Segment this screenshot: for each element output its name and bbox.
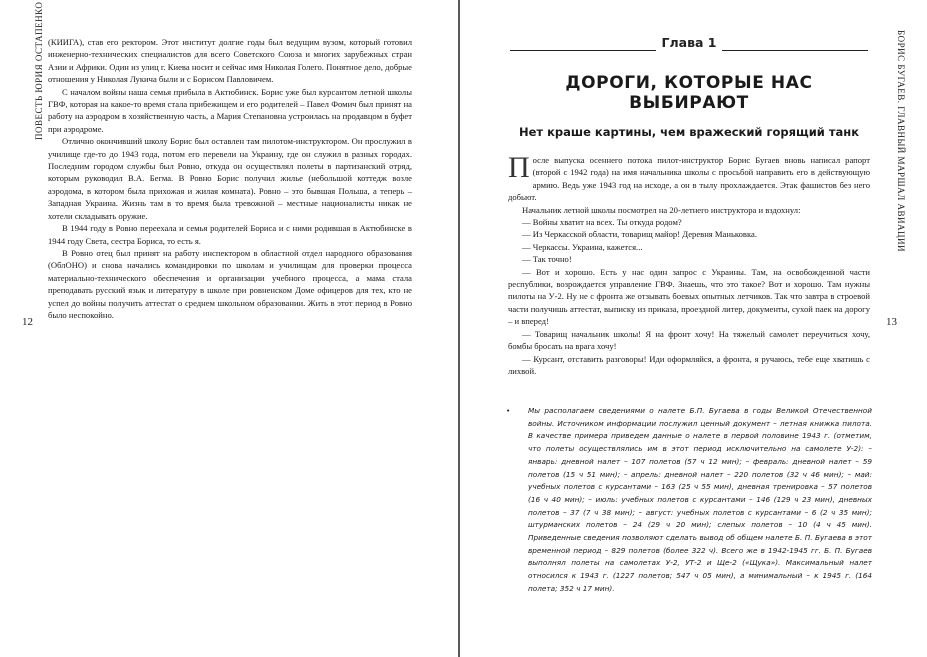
right-running-title: БОРИС БУГАЕВ. ГЛАВНЫЙ МАРШАЛ АВИАЦИИ xyxy=(896,30,906,252)
paragraph: В Ровно отец был принят на работу инспектором в областной отдел народного образования (ОблОНО) и снова начались командировки по школам и училищам для проверки процесса материально-технического обеспечения и организации учебного процесса, а мама стала преподавать русский язык и литературу в школе при ровненском Доме офицеров для тех, кто не успел до войны получить аттестат о среднем школьном образовании. Жить в этот период в Ровно было неспокойно. xyxy=(48,247,412,320)
chapter-heading xyxy=(510,33,868,55)
dialogue-line: — Товарищ начальник школы! Я на фронт хочу! На тяжелый самолет переучиться хочу, бомбы бросать на врага хочу! xyxy=(508,328,870,352)
first-paragraph-text: осле выпуска осеннего потока пилот-инструктор Борис Бугаев вновь написал рапорт (второй с 1942 года) на имя начальника школы с просьбой направить его в действующую армию. Ведь уже 1943 год на исходе, а он в тылу прохлаждается. Этак фашистов без него добьют. xyxy=(508,155,870,203)
chapter-label: Глава 1 xyxy=(661,35,717,50)
chapter-rule-left xyxy=(510,50,656,51)
dialogue-line: — Курсант, отставить разговоры! Иди оформляйся, а фронта, я ручаюсь, тебе еще хватишь с лихвой. xyxy=(508,353,870,376)
footnote-text: Мы располагаем сведениями о налете Б.П. Бугаева в годы Великой Отечественной войны. Источником информации послужил ценный документ – летная книжка пилота. В качестве примера приведем данные о налете в первой половине 1943 г. (отметим, что полеты осуществлялись им в этот период исключительно на самолете У-2): – январь: дневной налет – 107 полетов (57 ч 12 мин); – февраль: дневной налет – 59 полетов (15 ч 51 мин); – апрель: дневной налет – 220 полетов (32 ч 46 мин); – май: учебных полетов с курсантами – 163 (25 ч 55 мин), дневная тренировка – 57 полетов (16 ч 40 мин); – июль: учебных полетов с курсантами – 146 (129 ч 23 мин), дневных полетов – 37 (7 ч 38 мин); – август: учебных полетов с курсантами – 6 (2 ч 35 мин); штурманских полетов – 24 (29 ч 20 мин); слепых полетов – 10 (4 ч 45 мин). Приведенные сведения позволяют сделать вывод об общем налете Б. П. Бугаева в этот временной период – 829 полетов (более 322 ч). Всего же в 1942-1945 гг. Б. П. Бугаев выполнял полеты на самолетах У-2, УТ-2 и Ще-2 («Щука»). Максимальный налет относился к 1943 г. (1227 полетов; 547 ч 05 мин), а минимальный – к 1945 г. (164 полета; 352 ч 17 мин). xyxy=(528,406,872,593)
chapter-title: ДОРОГИ, КОТОРЫЕ НАС ВЫБИРАЮТ xyxy=(565,73,813,113)
first-paragraph xyxy=(508,151,870,204)
dialogue-line: — Войны хватит на всех. Ты откуда родом? xyxy=(522,217,682,228)
paragraph: В 1944 году в Ровно переехала и семья родителей Бориса и с ними родившая в Актюбинске в 1944 году Света, сестра Бориса, то есть я. xyxy=(48,223,412,246)
drop-cap: П xyxy=(508,151,530,184)
dialogue-line: — Вот и хорошо. Есть у нас один запрос с Украины. Там, на освобожденной части республики, возрождается управление ГВФ. Знаешь, что это такое? Вот и хорошо. Там нужны пилоты на У-2. Ну не с фронта же отзывать боевых опытных летчиков. Так что завтра в строевой части получишь аттестат, выписку из приказа, проездной литер, документы, сухой паек на дорогу – и вперед! xyxy=(508,266,870,327)
section-subtitle: Нет краше картины, чем вражеский горящий танк xyxy=(518,125,860,139)
left-running-title: ПОВЕСТЬ ЮРИЯ ОСТАПЕНКО xyxy=(34,1,44,140)
dialogue-line: — Черкассы. Украина, кажется... xyxy=(522,241,643,252)
left-page xyxy=(0,0,458,657)
chapter-rule-right xyxy=(722,50,868,51)
paragraph: Начальник летной школы посмотрел на 20-летнего инструктора и вздохнул: xyxy=(522,204,801,215)
footnote-bullet: • xyxy=(506,406,511,415)
paragraph: Отлично окончивший школу Борис был оставлен там пилотом-инструктором. Он прослужил в училище где-то до 1943 года, потом его перевели на Украину, где он служил в разных городах. Последним городом службы был Ровно, откуда он осуществлял полеты в партизанский отряд, которым руководил В.А. Бегма. В Ровно Борис получил жилье (небольшой коттедж возле аэродома, в котором была прихожая и жилая комната). Ровно – это бывшая Польша, а теперь – Западная Украина. Жизнь там в то время была тревожной – местные националисты никак не хотели складывать оружие. xyxy=(48,136,412,221)
right-page-number: 13 xyxy=(886,316,897,328)
footnote xyxy=(506,405,872,596)
dialogue-line: — Из Черкасской области, товарищ майор! Деревня Маньковка. xyxy=(522,229,757,240)
left-page-body xyxy=(48,36,412,321)
dialogue-line: — Так точно! xyxy=(522,254,572,265)
paragraph: (КИИГА), став его ректором. Этот институт долгие годы был ведущим вузом, который готовил инженерно-технических специалистов для всего Советского Союза и многих зарубежных стран Азии и Африки. Один из улиц г. Киева носит и сейчас имя Николая Голего. Понятное дело, добрые отношения у Николая Лукича были и с Борисом Павловичем. xyxy=(48,37,412,85)
left-page-number: 12 xyxy=(22,316,33,328)
right-page-body xyxy=(508,151,870,377)
paragraph: С началом войны наша семья прибыла в Актюбинск. Борис уже был курсантом летной школы ГВФ, которая на какое-то время стала прибежищем и его родителей – Павел Фомич был принят на работу на аэродром в хозяйственную часть, а Мария Степановна устроилась на продавцом в буфет при аэродроме. xyxy=(48,86,412,134)
